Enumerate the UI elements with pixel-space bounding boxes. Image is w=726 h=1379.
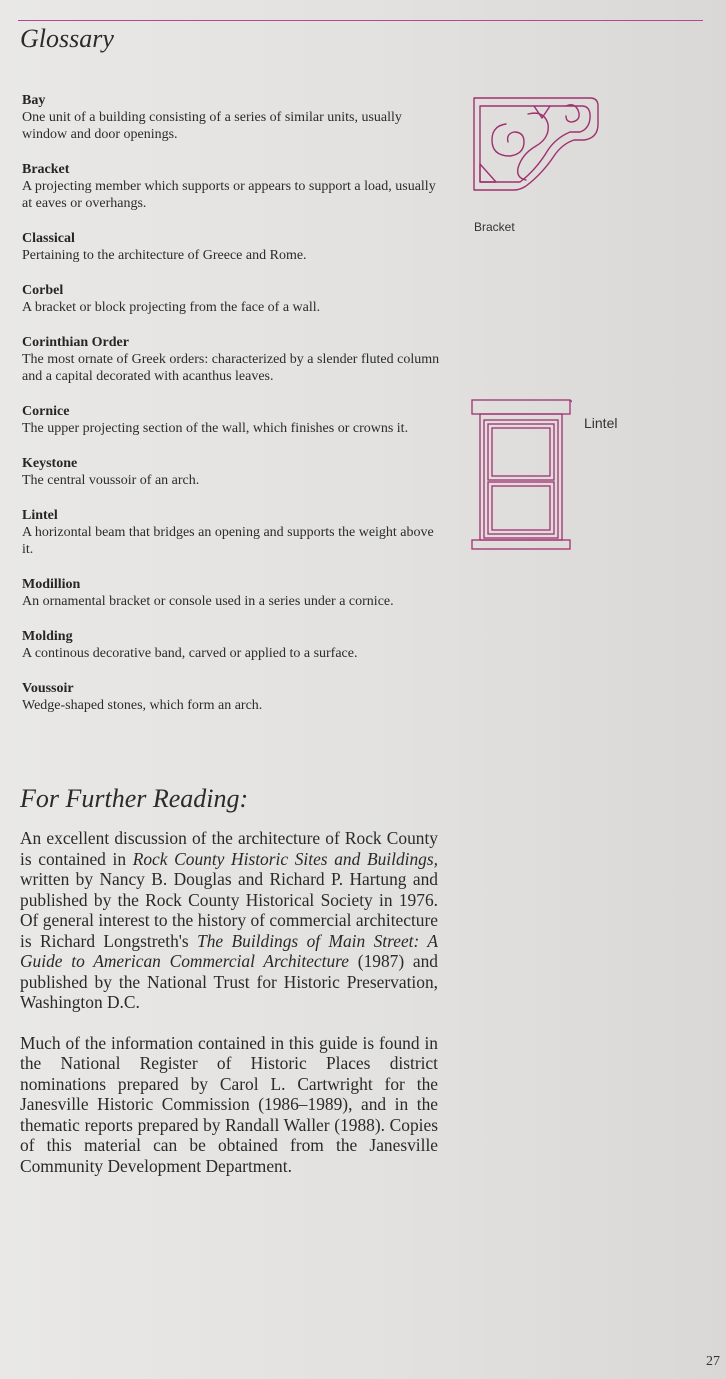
reading-p1-text-e: (1987) and published by the National Trust for Historic Preservation, Washington D.C. xyxy=(20,951,439,1012)
glossary-term: Corbel xyxy=(22,283,64,298)
top-rule xyxy=(18,20,703,21)
lintel-caption: Lintel xyxy=(584,415,618,431)
lintel-window-illustration xyxy=(470,398,572,552)
glossary-entry-lintel xyxy=(22,507,444,558)
bracket-caption: Bracket xyxy=(474,220,515,234)
glossary-entry-corbel xyxy=(22,282,444,316)
glossary-definition: An ornamental bracket or console used in a series under a cornice. xyxy=(22,594,394,609)
glossary-entry-voussoir xyxy=(22,680,444,714)
glossary-definition: Pertaining to the architecture of Greece and Rome. xyxy=(22,248,307,263)
glossary-term: Lintel xyxy=(22,508,58,523)
glossary-definition: The central voussoir of an arch. xyxy=(22,473,200,488)
further-reading-text xyxy=(20,828,438,1196)
glossary-term: Keystone xyxy=(22,456,78,471)
glossary-definition: The most ornate of Greek orders: characterized by a slender fluted column and a capital decorated with acanthus leaves. xyxy=(22,352,440,384)
glossary-definition: A continous decorative band, carved or applied to a surface. xyxy=(22,646,358,661)
glossary-definition: A bracket or block projecting from the face of a wall. xyxy=(22,300,321,315)
glossary-entry-corinthian-order xyxy=(22,334,444,385)
glossary-term: Bracket xyxy=(22,162,70,177)
glossary-definition: A projecting member which supports or appears to support a load, usually at eaves or overhangs. xyxy=(22,179,436,211)
reading-paragraph-1 xyxy=(20,828,438,1013)
reading-p1-text-a: An excellent discussion of the architecture of Rock County is contained in xyxy=(20,828,438,869)
further-reading-title: For Further Reading: xyxy=(20,784,249,813)
glossary-term: Corinthian Order xyxy=(22,335,129,350)
glossary-definition: A horizontal beam that bridges an opening and supports the weight above it. xyxy=(22,525,434,557)
reading-paragraph-2: Much of the information contained in this guide is found in the National Register of Historic Places district nominations prepared by Carol L. Cartwright for the Janesville Historic Commission (1986–1989), and in the thematic reports prepared by Randall Waller (1988). Copies of this material can be obtained from the Janesville Community Development Department. xyxy=(20,1032,438,1176)
glossary-term: Modillion xyxy=(22,577,81,592)
reading-p1-text-c: written by Nancy B. Douglas and Richard P. Hartung and published by the Rock County Historical Society in 1976. Of general interest to the history of commercial architecture is Richard Longstreth's xyxy=(20,869,438,951)
glossary-entry-cornice xyxy=(22,403,444,437)
glossary-list xyxy=(22,92,444,732)
glossary-entry-classical xyxy=(22,230,444,264)
reading-p1-book-title-2: The Buildings of Main Street: A Guide to American Commercial Architecture xyxy=(20,930,438,971)
glossary-title: Glossary xyxy=(20,24,114,53)
glossary-definition: Wedge-shaped stones, which form an arch. xyxy=(22,698,263,713)
glossary-term: Voussoir xyxy=(22,681,74,696)
glossary-entry-modillion xyxy=(22,576,444,610)
page-number: 27 xyxy=(706,1354,720,1369)
glossary-term: Classical xyxy=(22,231,75,246)
glossary-term: Molding xyxy=(22,629,73,644)
glossary-entry-bracket xyxy=(22,161,444,212)
glossary-term: Cornice xyxy=(22,404,70,419)
glossary-entry-molding xyxy=(22,628,444,662)
reading-p1-book-title-1: Rock County Historic Sites and Buildings, xyxy=(132,848,438,869)
glossary-definition: The upper projecting section of the wall, which finishes or crowns it. xyxy=(22,421,409,436)
bracket-illustration xyxy=(470,94,600,194)
glossary-term: Bay xyxy=(22,93,46,108)
glossary-entry-keystone xyxy=(22,455,444,489)
glossary-definition: One unit of a building consisting of a series of similar units, usually window and door openings. xyxy=(22,110,402,142)
glossary-entry-bay xyxy=(22,92,444,143)
